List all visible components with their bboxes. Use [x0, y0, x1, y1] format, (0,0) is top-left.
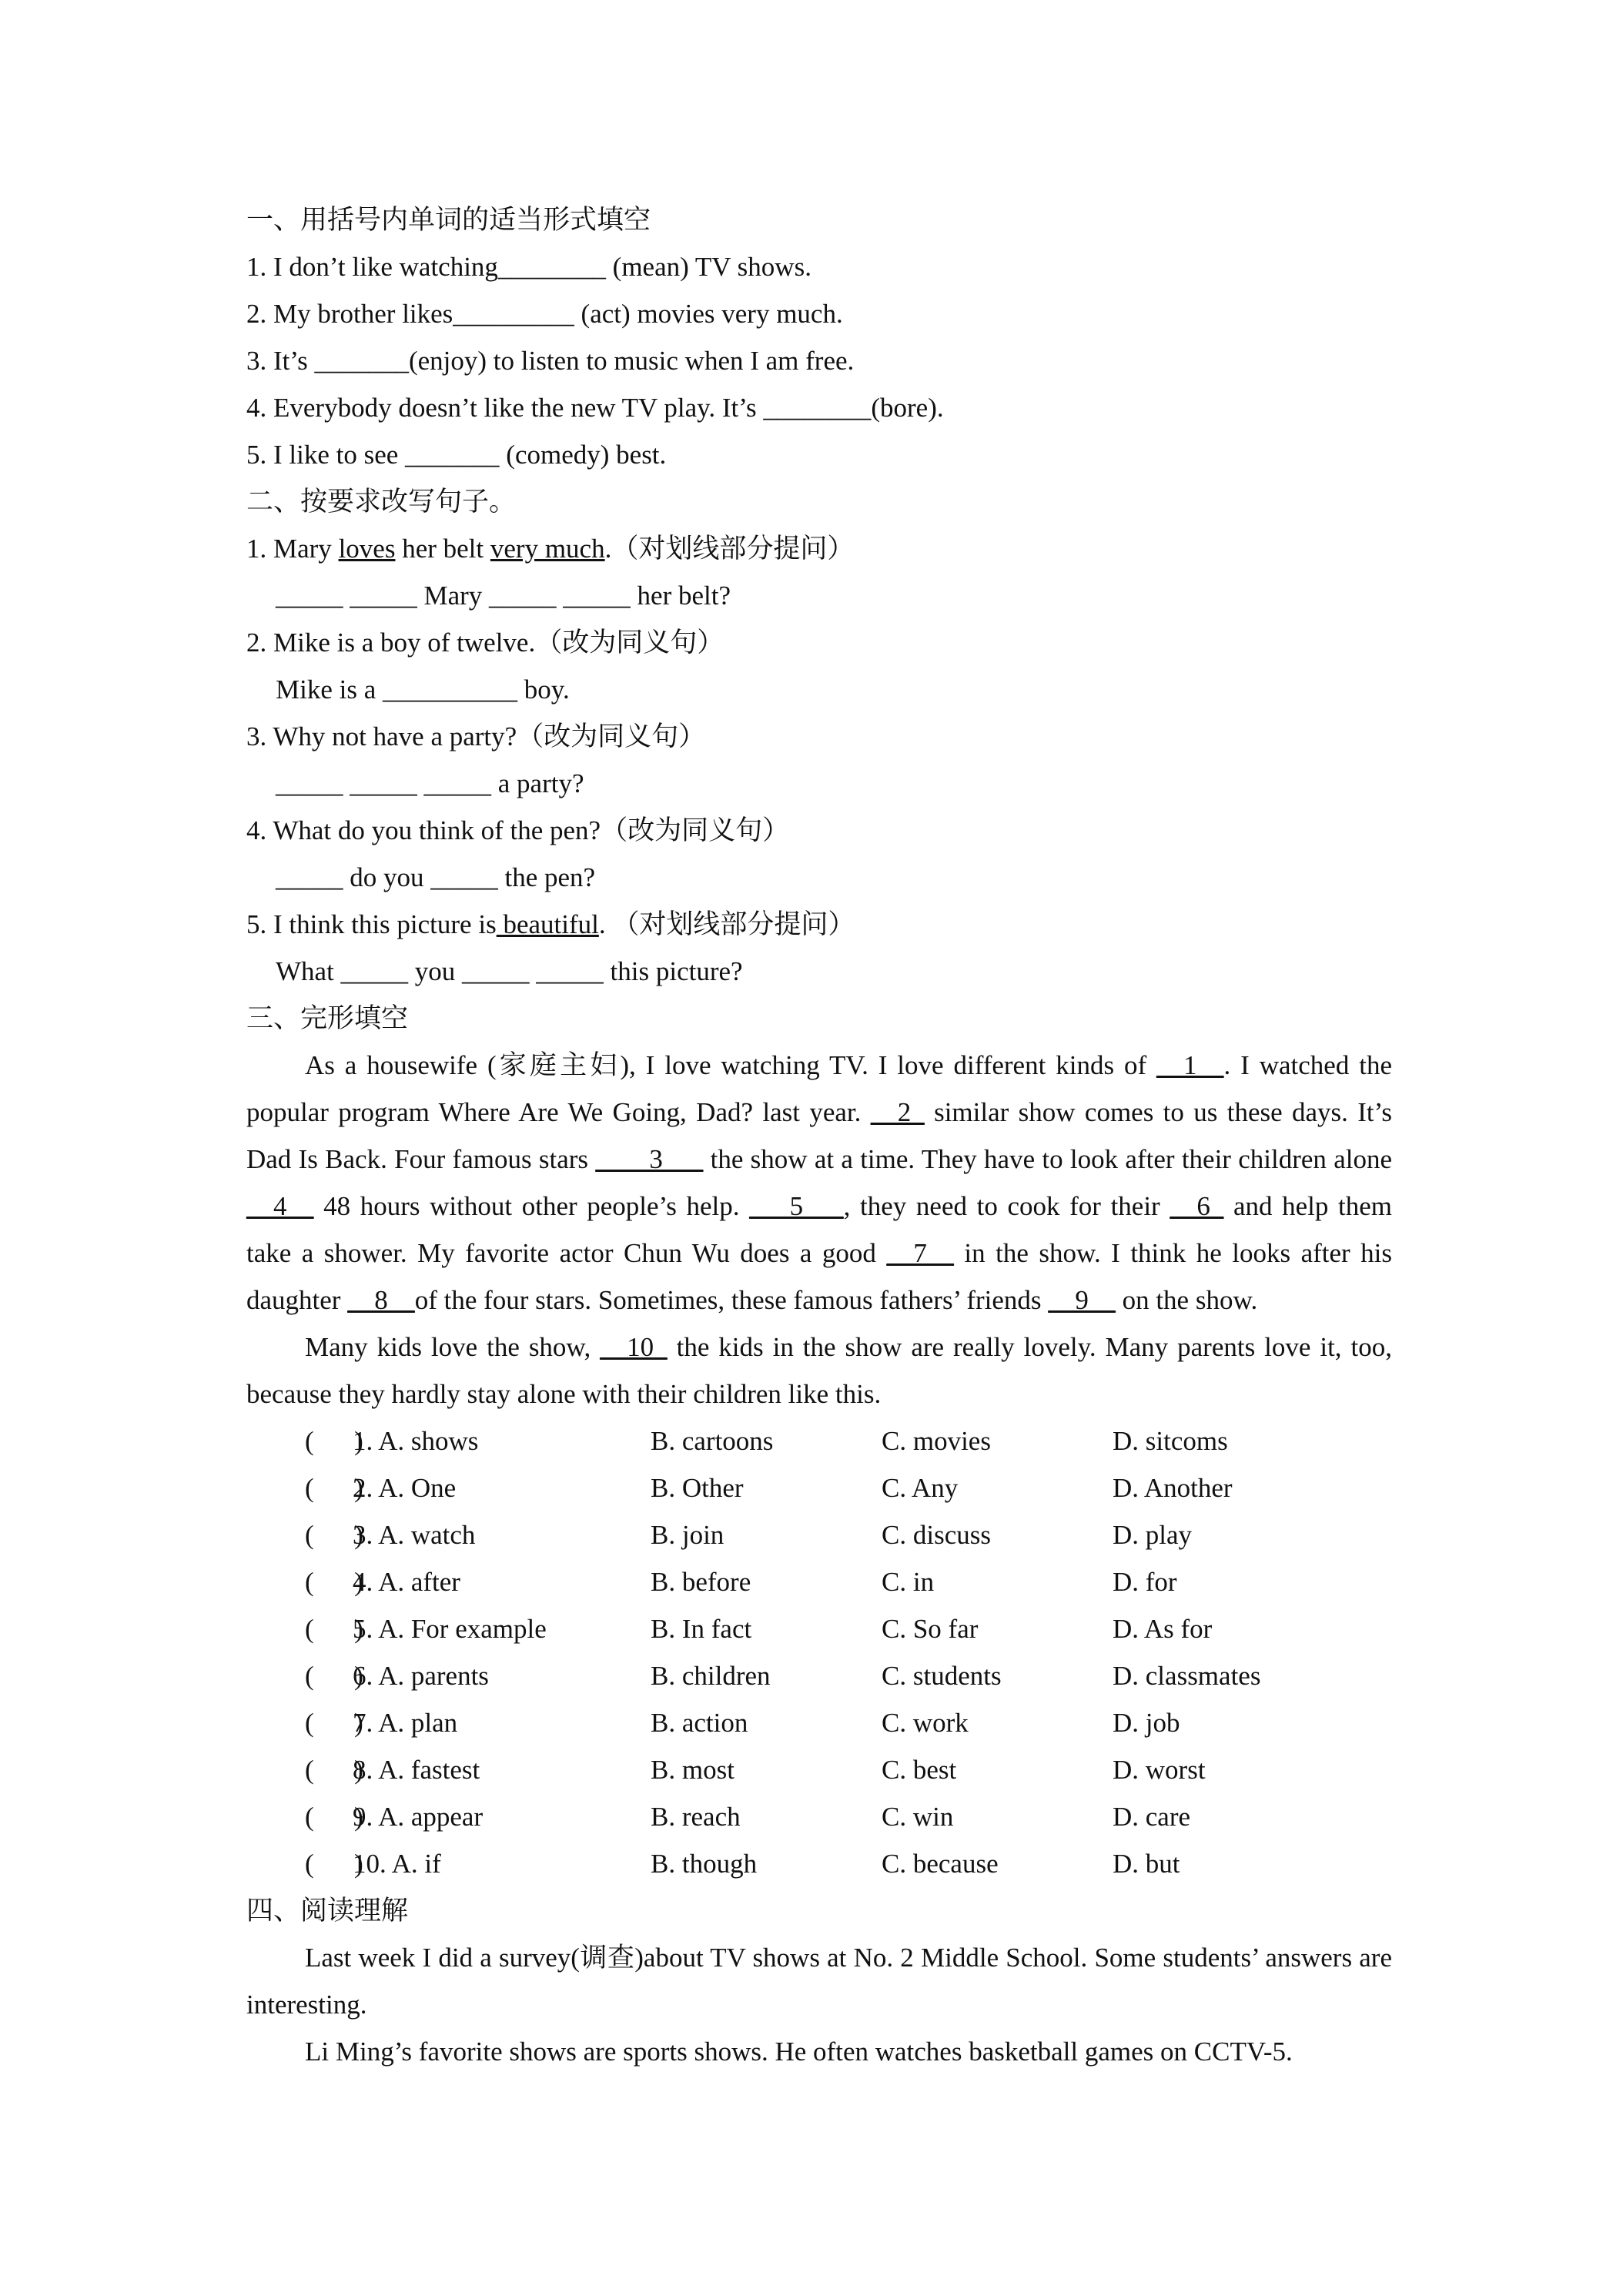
s2-q2: 2. Mike is a boy of twelve.（改为同义句） [246, 628, 724, 658]
option-b: B. action [651, 1708, 748, 1738]
option-c: C. best [882, 1755, 957, 1785]
s2-q4: 4. What do you think of the pen?（改为同义句） [246, 815, 790, 845]
option-b: B. most [651, 1755, 735, 1785]
answer-bracket[interactable]: ( ) [305, 1520, 363, 1550]
s2-q4-answer: _____ do you _____ the pen? [276, 862, 596, 892]
option-b: B. In fact [651, 1614, 752, 1644]
reading-para-1: Last week I did a survey(调查)about TV shows at No. 2 Middle School. Some students’ answers are interesting. [246, 1943, 1392, 2020]
cloze-options [246, 1417, 1392, 1887]
option-d: D. care [1113, 1802, 1191, 1832]
option-b: B. Other [651, 1473, 744, 1503]
section2-title: 二、按要求改写句子。 [246, 487, 517, 517]
option-b: B. though [651, 1849, 758, 1879]
option-a: 4. A. after [353, 1567, 460, 1597]
option-row [246, 1840, 1392, 1887]
option-b: B. children [651, 1661, 771, 1691]
option-row [246, 1558, 1392, 1605]
option-d: D. for [1113, 1567, 1177, 1597]
option-a: 10. A. if [353, 1849, 441, 1879]
blank-9: __9__ [1048, 1285, 1116, 1315]
option-b: B. join [651, 1520, 724, 1550]
answer-bracket[interactable]: ( ) [305, 1849, 363, 1879]
option-a: 9. A. appear [353, 1802, 484, 1832]
answer-bracket[interactable]: ( ) [305, 1567, 363, 1597]
underlined-word: loves [338, 534, 396, 564]
option-row [246, 1464, 1392, 1511]
cloze-passage-1: As a housewife (家庭主妇), I love watching TV. I love different kinds of __1__. I watched the popular program Where Are We Going, Dad? last year. __2_ similar show comes to us these days. It’s Dad Is Back. Four famous stars ____3___ the show at a time. They have to look after their children alone __4__ 48 hours without other people’s help. ___5___, they need to cook for their __6_ and help them take a shower. My favorite actor Chun Wu does a good __7__ in the show. I think he looks after his daughter __8__of the four stars. Sometimes, these famous fathers’ friends __9__ on the show. [246, 1050, 1392, 1315]
s1-item-3: 3. It’s _______(enjoy) to listen to music when I am free. [246, 346, 855, 376]
s2-q2-answer: Mike is a __________ boy. [276, 674, 570, 705]
option-d: D. play [1113, 1520, 1193, 1550]
option-a: 3. A. watch [353, 1520, 476, 1550]
s2-q1: 1. Mary loves her belt very much.（对划线部分提问） [246, 534, 855, 564]
s2-q3-answer: _____ _____ _____ a party? [276, 768, 584, 798]
option-row [246, 1605, 1392, 1652]
blank-7: __7__ [886, 1238, 954, 1268]
answer-bracket[interactable]: ( ) [305, 1661, 363, 1691]
option-a: 6. A. parents [353, 1661, 489, 1691]
answer-bracket[interactable]: ( ) [305, 1614, 363, 1644]
option-d: D. Another [1113, 1473, 1233, 1503]
blank-3: ____3___ [595, 1144, 704, 1174]
s1-item-5: 5. I like to see _______ (comedy) best. [246, 440, 667, 470]
option-a: 7. A. plan [353, 1708, 458, 1738]
s2-q5-answer: What _____ you _____ _____ this picture? [276, 956, 743, 986]
option-row [246, 1511, 1392, 1558]
answer-bracket[interactable]: ( ) [305, 1708, 363, 1738]
option-a: 2. A. One [353, 1473, 457, 1503]
blank-2: __2_ [870, 1097, 925, 1127]
option-row [246, 1699, 1392, 1746]
option-d: D. worst [1113, 1755, 1206, 1785]
blank-1: __1__ [1156, 1050, 1224, 1080]
option-d: D. sitcoms [1113, 1426, 1228, 1456]
s1-item-2: 2. My brother likes_________ (act) movies very much. [246, 299, 843, 329]
section4-title: 四、阅读理解 [246, 1896, 409, 1926]
underlined-phrase: very much [490, 534, 605, 564]
s2-q1-answer: _____ _____ Mary _____ _____ her belt? [276, 581, 731, 611]
section3-title: 三、完形填空 [246, 1003, 409, 1033]
option-c: C. Any [882, 1473, 959, 1503]
option-d: D. but [1113, 1849, 1180, 1879]
option-c: C. work [882, 1708, 969, 1738]
option-d: D. job [1113, 1708, 1180, 1738]
option-b: B. reach [651, 1802, 741, 1832]
option-c: C. because [882, 1849, 999, 1879]
option-row [246, 1417, 1392, 1464]
option-c: C. movies [882, 1426, 991, 1456]
answer-bracket[interactable]: ( ) [305, 1755, 363, 1785]
s1-item-1: 1. I don’t like watching________ (mean) TV shows. [246, 252, 812, 282]
option-row [246, 1652, 1392, 1699]
option-c: C. students [882, 1661, 1002, 1691]
worksheet [246, 196, 1392, 2075]
reading-para-2: Li Ming’s favorite shows are sports shows. He often watches basketball games on CCTV-5. [305, 2037, 1293, 2067]
blank-10: __10_ [600, 1332, 668, 1362]
option-c: C. discuss [882, 1520, 991, 1550]
answer-bracket[interactable]: ( ) [305, 1473, 363, 1503]
option-c: C. in [882, 1567, 935, 1597]
option-b: B. before [651, 1567, 751, 1597]
option-d: D. As for [1113, 1614, 1213, 1644]
option-row [246, 1793, 1392, 1840]
option-row [246, 1746, 1392, 1793]
option-a: 8. A. fastest [353, 1755, 480, 1785]
s1-item-4: 4. Everybody doesn’t like the new TV play. It’s ________(bore). [246, 393, 944, 423]
underlined-word: beautiful [496, 909, 599, 939]
section1-title: 一、用括号内单词的适当形式填空 [246, 205, 651, 235]
blank-8: __8__ [347, 1285, 415, 1315]
answer-bracket[interactable]: ( ) [305, 1426, 363, 1456]
option-a: 5. A. For example [353, 1614, 547, 1644]
answer-bracket[interactable]: ( ) [305, 1802, 363, 1832]
s2-q5: 5. I think this picture is beautiful. （对划线部分提问） [246, 909, 855, 939]
option-c: C. win [882, 1802, 954, 1832]
blank-5: ___5___ [749, 1191, 844, 1221]
blank-6: __6_ [1170, 1191, 1224, 1221]
option-d: D. classmates [1113, 1661, 1261, 1691]
option-c: C. So far [882, 1614, 979, 1644]
blank-4: __4__ [246, 1191, 314, 1221]
option-b: B. cartoons [651, 1426, 774, 1456]
option-a: 1. A. shows [353, 1426, 479, 1456]
s2-q3: 3. Why not have a party?（改为同义句） [246, 721, 706, 751]
cloze-passage-2: Many kids love the show, __10_ the kids in the show are really lovely. Many parents love it, too, because they hardly stay alone with their children like this. [246, 1332, 1392, 1409]
